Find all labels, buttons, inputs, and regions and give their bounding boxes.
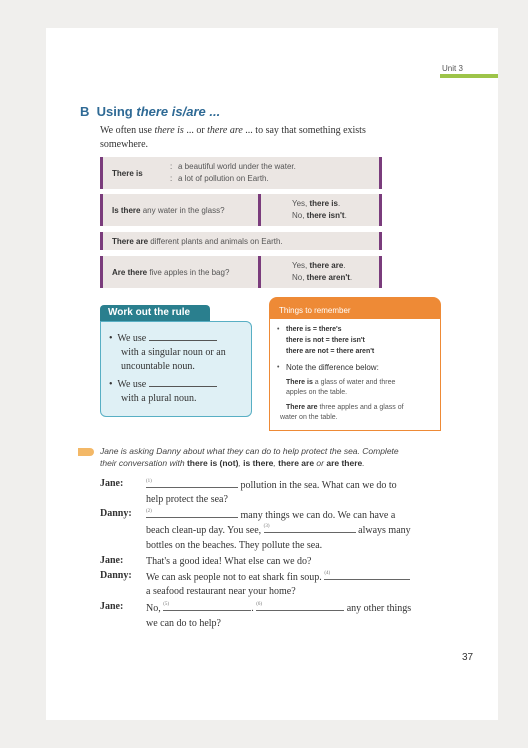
example-text: any water in the glass?	[140, 206, 225, 215]
rule-text: We use	[117, 333, 147, 344]
remember-bold: There are	[286, 404, 318, 411]
example-there-is	[100, 157, 382, 189]
example-text: .	[343, 261, 346, 270]
example-answer-yes	[292, 198, 340, 209]
dialogue-line	[146, 570, 410, 585]
remember-example	[286, 378, 395, 388]
dialogue-line	[146, 601, 411, 616]
example-dots: :	[170, 174, 173, 183]
example-is-there	[100, 194, 382, 226]
instruction-text: or	[314, 458, 327, 468]
section-title-italic: there is/are ...	[136, 104, 221, 119]
example-text: .	[337, 199, 341, 208]
speaker-danny: Danny:	[100, 570, 132, 581]
section-title	[80, 104, 220, 119]
example-bold: there is	[309, 199, 338, 208]
answer-blank-2[interactable]	[146, 508, 238, 518]
speaker-jane: Jane:	[100, 478, 124, 489]
accent-bar	[258, 194, 261, 226]
answer-blank-4[interactable]	[324, 570, 410, 580]
instruction-text: ,	[238, 458, 244, 468]
example-text: Yes,	[292, 199, 310, 208]
example-text: No,	[292, 273, 307, 282]
example-bold: there aren't	[306, 273, 350, 282]
intro-text: somewhere.	[100, 139, 149, 150]
work-out-title: Work out the rule	[100, 305, 210, 321]
blank-number: (3)	[263, 524, 270, 529]
blank-number: (4)	[324, 571, 331, 576]
blank-number: (2)	[146, 509, 152, 514]
dialogue-text: always many	[358, 525, 411, 536]
dialogue-text: a seafood restaurant near your home?	[146, 586, 296, 597]
dialogue-text: We can ask people not to eat shark fin soup.	[146, 572, 322, 583]
dialogue-text: any other things	[346, 603, 412, 614]
example-bold: there are	[309, 261, 344, 270]
example-label: There is	[112, 169, 143, 178]
remember-note: Note the difference below:	[286, 363, 379, 372]
answer-blank-1[interactable]	[146, 478, 238, 488]
answer-blank-6[interactable]	[256, 601, 344, 611]
example-bold: Are there	[112, 268, 148, 277]
instruction-option: there are	[278, 458, 315, 468]
rule-text: We use	[117, 379, 147, 390]
accent-bar	[100, 194, 103, 226]
rule-text: with a plural noun.	[121, 393, 197, 404]
remember-text: three apples and a glass of	[317, 404, 404, 411]
instruction-option: are there	[326, 458, 363, 468]
remember-text: a glass of water and three	[312, 379, 396, 386]
example-text: No,	[292, 211, 307, 220]
example-dots: :	[170, 162, 173, 171]
example-text: five apples in the bag?	[147, 268, 230, 277]
remember-text: apples on the table.	[286, 389, 348, 396]
example-answer-no	[292, 210, 347, 221]
instruction-option: there is (not)	[186, 458, 239, 468]
accent-bar	[379, 157, 382, 189]
bullet: •	[277, 326, 280, 333]
example-question	[112, 267, 229, 278]
intro-text: ... or	[183, 125, 208, 136]
example-sentence	[112, 236, 283, 247]
bullet: •	[277, 364, 280, 371]
example-text: different plants and animals on Earth.	[148, 237, 283, 246]
answer-blank-5[interactable]	[163, 601, 251, 611]
page-number: 37	[462, 652, 474, 663]
dialogue-line	[146, 523, 411, 538]
accent-bar	[258, 256, 261, 288]
dialogue-text: No,	[146, 603, 161, 614]
instruction-text: Jane is asking Danny about what they can do to help protect the sea. Complete	[100, 446, 399, 456]
dialogue-text: bottles on the beaches. They pollute the sea.	[146, 540, 323, 551]
remember-title: Things to remember	[269, 297, 441, 319]
instruction-text: ,	[273, 458, 279, 468]
speaker-jane: Jane:	[100, 601, 124, 612]
speaker-danny: Danny:	[100, 508, 132, 519]
speaker-jane: Jane:	[100, 555, 124, 566]
intro-text: We often use	[100, 125, 155, 136]
dialogue-text: .	[251, 603, 254, 614]
contraction: there is not = there isn't	[286, 337, 365, 344]
accent-bar	[379, 232, 382, 250]
exercise-instruction	[100, 445, 440, 469]
example-answer-no	[292, 272, 352, 283]
example-bold: There are	[112, 237, 149, 246]
work-out-box	[100, 321, 252, 417]
answer-blank-3[interactable]	[264, 523, 356, 533]
section-intro	[100, 124, 430, 152]
exercise-marker	[78, 448, 94, 456]
dialogue-line	[146, 508, 395, 523]
blank-number: (1)	[146, 479, 152, 484]
intro-text: ... to say that something exists	[242, 125, 366, 136]
section-title-text: Using	[96, 104, 137, 119]
contraction: there is = there's	[286, 326, 342, 333]
rule-text: with a singular noun or an	[121, 347, 226, 358]
example-line: a beautiful world under the water.	[178, 162, 296, 171]
dialogue-text: beach clean-up day. You see,	[146, 525, 262, 536]
contraction: there are not = there aren't	[286, 348, 375, 355]
rule-item-1: • We use	[109, 332, 217, 346]
rule-blank[interactable]	[149, 379, 217, 387]
blank-number: (5)	[163, 602, 170, 607]
dialogue-text: many things we can do. We can have a	[240, 510, 396, 521]
example-answer-yes	[292, 260, 346, 271]
example-text: Yes,	[292, 261, 310, 270]
instruction-text: .	[362, 458, 365, 468]
rule-text: uncountable noun.	[121, 361, 195, 372]
dialogue-text: pollution in the sea. What can we do to	[240, 480, 397, 491]
unit-underline	[440, 74, 498, 78]
example-bold: Is there	[112, 206, 141, 215]
dialogue-text: That's a good idea! What else can we do?	[146, 556, 312, 567]
dialogue-text: we can do to help?	[146, 618, 221, 629]
instruction-option: is there	[243, 458, 274, 468]
remember-bold: There is	[286, 379, 313, 386]
remember-box	[269, 319, 441, 431]
example-bold: there isn't	[306, 211, 345, 220]
instruction-text: their conversation with	[100, 458, 187, 468]
example-are-there	[100, 256, 382, 288]
intro-term: there are	[207, 125, 243, 136]
blank-number: (6)	[256, 602, 263, 607]
dialogue-text: help protect the sea?	[146, 494, 228, 505]
section-letter: B	[80, 104, 90, 119]
accent-bar	[379, 194, 382, 226]
example-question	[112, 205, 225, 216]
example-there-are	[100, 232, 382, 250]
example-line: a lot of pollution on Earth.	[178, 174, 269, 183]
accent-bar	[100, 232, 103, 250]
remember-example	[286, 403, 404, 413]
accent-bar	[379, 256, 382, 288]
example-text: .	[349, 273, 353, 282]
accent-bar	[100, 256, 103, 288]
intro-term: there is	[154, 125, 184, 136]
unit-label: Unit 3	[442, 64, 463, 73]
rule-item-2: • We use	[109, 378, 217, 392]
rule-blank[interactable]	[149, 333, 217, 341]
accent-bar	[100, 157, 103, 189]
remember-text: water on the table.	[280, 414, 338, 421]
example-text: .	[344, 211, 347, 220]
dialogue-line	[146, 478, 397, 493]
